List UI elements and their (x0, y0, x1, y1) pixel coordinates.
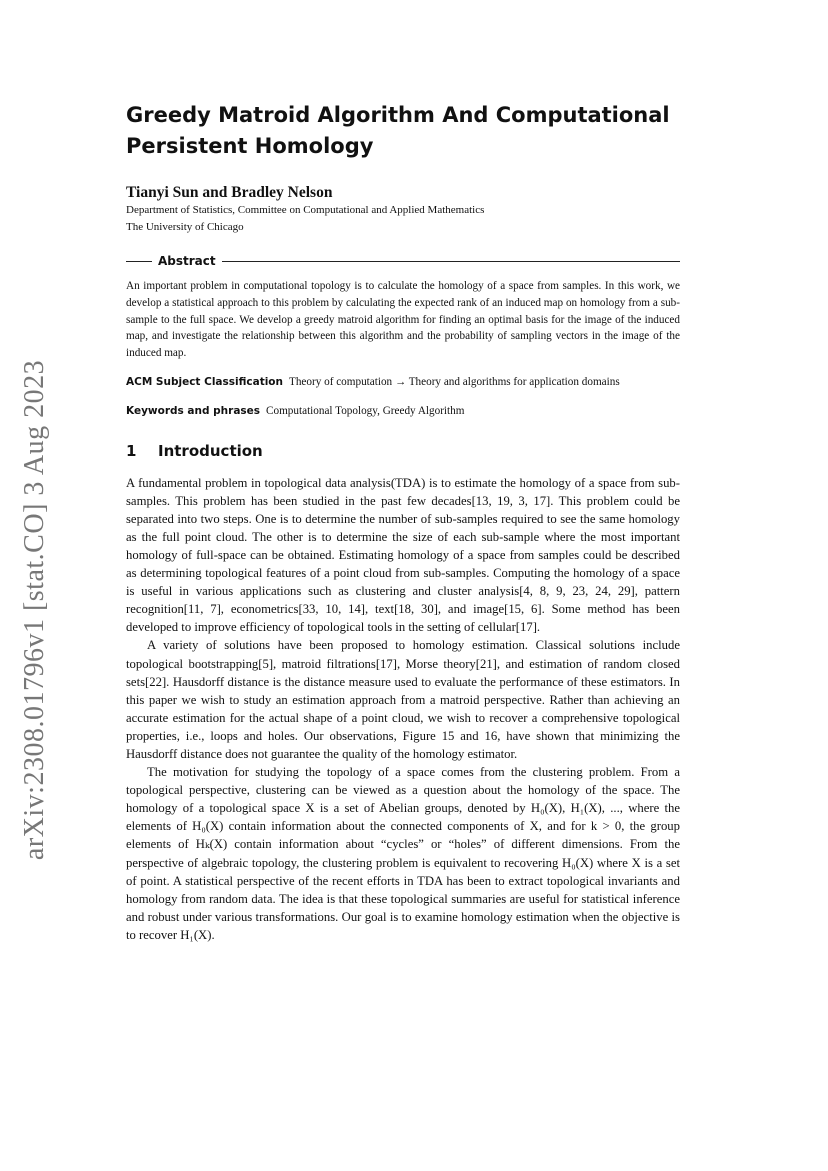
abstract-heading (126, 254, 680, 268)
abstract-text: An important problem in computational topology is to calculate the homology of a space from samples. In this work, we develop a statistical approach to this problem by calculating the expected rank of an induced map on homology from a sub-sample to the full space. We develop a greedy matroid algorithm for finding an optimal basis for the image of the induced map, and investigate the relationship between this algorithm and the probability of sampling vectors in the image of the induced map. (126, 280, 680, 360)
section-heading (126, 442, 680, 460)
keywords-text: Computational Topology, Greedy Algorithm (266, 404, 465, 417)
keywords (126, 403, 680, 420)
paper-title: Greedy Matroid Algorithm And Computational Persistent Homology (126, 103, 670, 158)
affiliation-line-2: The University of Chicago (126, 221, 244, 233)
author-list: Tianyi Sun and Bradley Nelson (126, 184, 333, 201)
keywords-label: Keywords and phrases (126, 404, 261, 417)
paragraph-3: The motivation for studying the topology of a space comes from the clustering problem. From a topological perspective, clustering can be viewed as a question about the homology of the space. The homology of a topological space X is a set of Abelian groups, denoted by H₀(X), H₁(X), ..., where the elements of H₀(X) contain information about the connected components of X, and for k > 0, the group elements of Hₖ(X) contain information about “cycles” or “holes” of different dimensions. From the perspective of algebraic topology, the clustering problem is equivalent to recovering H₀(X) where X is a set of point. A statistical perspective of the recent efforts in TDA has been to extract topological invariants and homology from random data. The idea is that these topological summaries are useful for statistical inference and robust under various transformations. Our goal is to examine homology estimation when the objective is to recover H₁(X). (126, 765, 680, 942)
paper-content (126, 100, 680, 944)
arxiv-stamp (20, 360, 50, 860)
abstract-heading-label: Abstract (158, 254, 216, 268)
acm-classification (126, 374, 680, 391)
acm-label: ACM Subject Classification (126, 375, 283, 388)
abstract-rule-right (222, 261, 680, 262)
acm-text: Theory of computation → Theory and algorithms for application domains (289, 375, 620, 388)
paragraph-2: A variety of solutions have been proposed to homology estimation. Classical solutions include topological bootstrapping[5], matroid filtrations[17], Morse theory[21], and estimation of random closed sets[22]. Hausdorff distance is the distance measure used to evaluate the performance of these estimators. In this paper we wish to study an estimation approach from a matroid perspective. Rather than achieving an accurate estimation for the actual shape of a point cloud, we wish to recover a comprehensive topological properties, i.e., loops and holes. Our observations, Figure 15 and 16, have shown that minimizing the Hausdorff distance does not guarantee the quality of the homology estimator. (126, 638, 680, 761)
abstract-rule-left (126, 261, 152, 262)
section-body (126, 474, 680, 944)
section-title: Introduction (158, 441, 263, 460)
arxiv-identifier: arXiv:2308.01796v1 [stat.CO] 3 Aug 2023 (19, 359, 50, 861)
paragraph-1: A fundamental problem in topological data analysis(TDA) is to estimate the homology of a space from sub-samples. This problem has been studied in the past few decades[13, 19, 3, 17]. This problem could be separated into two steps. One is to determine the number of sub-samples required to see the same homology as the full point cloud. The other is to determine the size of each sub-sample where the most important homology of full-space can be obtained. Estimating homology of a space from samples could be described as determining topological features of a point cloud from sub-samples. Computing the homology of a space is useful in various applications such as clustering and cluster analysis[4, 8, 9, 23, 24, 29], pattern recognition[11, 7], econometrics[33, 10, 14], text[18, 30], and image[15, 6]. Some method has been developed to improve efficiency of topological tools in the setting of cellular[17]. (126, 475, 680, 635)
affiliation-line-1: Department of Statistics, Committee on Computational and Applied Mathematics (126, 204, 485, 216)
section-number: 1 (126, 441, 137, 460)
